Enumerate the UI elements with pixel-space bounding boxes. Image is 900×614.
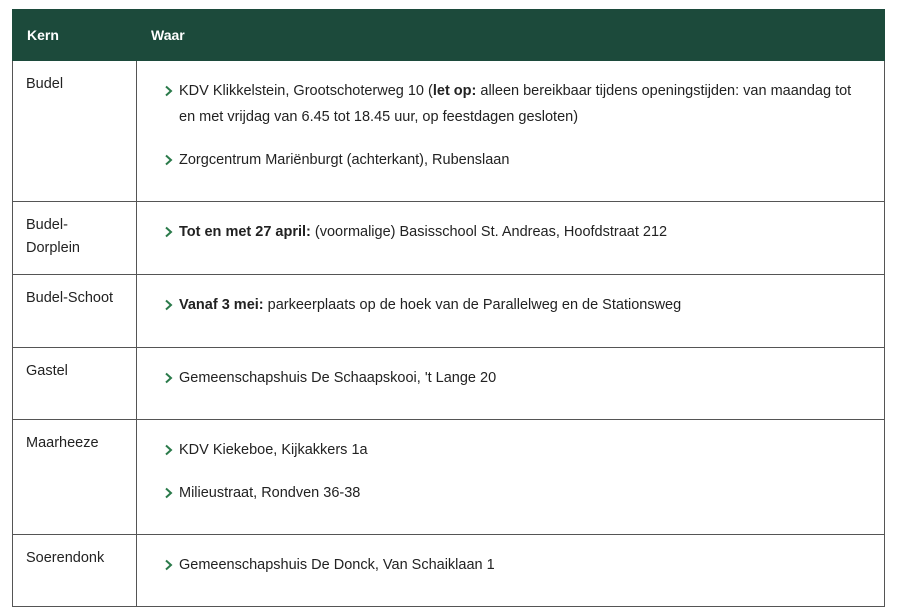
waar-cell (137, 420, 885, 535)
table-row (13, 420, 885, 535)
header-waar: Waar (137, 10, 885, 61)
kern-cell: Soerendonk (13, 535, 137, 607)
chevron-right-icon (164, 220, 179, 243)
list-item (164, 553, 868, 578)
table-row (13, 202, 885, 275)
kern-cell: Budel (13, 61, 137, 202)
header-kern: Kern (13, 10, 137, 61)
chevron-right-icon (164, 79, 179, 102)
table-row (13, 275, 885, 348)
item-text: Milieustraat, Rondven 36-38 (179, 485, 361, 501)
chevron-right-icon (164, 553, 179, 576)
waar-cell (137, 275, 885, 348)
list-item (164, 438, 868, 463)
table-row (13, 61, 885, 202)
kern-cell: Budel- Dorplein (13, 202, 137, 275)
item-text: KDV Kiekeboe, Kijkakkers 1a (179, 441, 368, 458)
kern-cell: Maarheeze (13, 420, 137, 535)
list-item (164, 79, 868, 130)
item-text: KDV Klikkelstein, Grootschoterweg 10 (let op: alleen bereikbaar tijdens openingstijden: van maandag tot en met vrijdag van 6.45 tot 18.45 uur, op feestdagen gesloten) (179, 82, 852, 125)
kern-cell: Gastel (13, 348, 137, 420)
chevron-right-icon (164, 149, 179, 172)
table-row (13, 535, 885, 607)
chevron-right-icon (164, 482, 179, 505)
table-row (13, 348, 885, 420)
list-item (164, 149, 868, 174)
chevron-right-icon (164, 438, 179, 461)
list-item (164, 366, 868, 391)
table-header-row (13, 10, 885, 61)
kern-cell: Budel-Schoot (13, 275, 137, 348)
list-item (164, 482, 868, 507)
waar-cell (137, 535, 885, 607)
item-text: Gemeenschapshuis De Schaapskooi, 't Lange 20 (179, 369, 497, 386)
item-text: Tot en met 27 april: (voormalige) Basisschool St. Andreas, Hoofdstraat 212 (179, 223, 668, 240)
item-text: Gemeenschapshuis De Donck, Van Schaiklaan 1 (179, 556, 495, 573)
chevron-right-icon (164, 366, 179, 389)
list-item (164, 220, 868, 245)
waar-cell (137, 61, 885, 202)
list-item (164, 293, 868, 318)
chevron-right-icon (164, 293, 179, 316)
item-text: Vanaf 3 mei: parkeerplaats op de hoek van de Parallelweg en de Stationsweg (179, 296, 682, 313)
waar-cell (137, 202, 885, 275)
waar-cell (137, 348, 885, 420)
locations-table (12, 9, 885, 607)
item-text: Zorgcentrum Mariënburgt (achterkant), Rubenslaan (179, 152, 510, 168)
